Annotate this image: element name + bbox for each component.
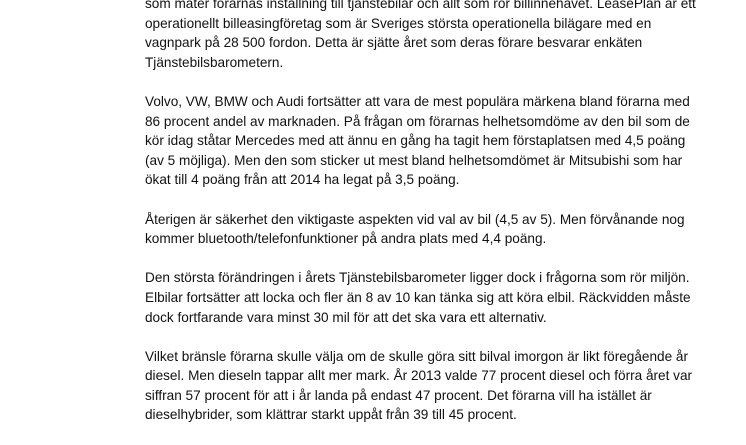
paragraph-environment bbox=[145, 268, 705, 327]
document-body bbox=[145, 0, 705, 445]
text-line: siffran 57 procent för att i år landa på endast 47 procent. Det förarna vill ha istället är bbox=[145, 387, 652, 403]
text-line: vagnpark på 28 500 fordon. Detta är sjätte året som deras förare besvarar enkäten bbox=[145, 35, 643, 51]
text-line: ökat till 4 poäng från att 2014 ha legat på 3,5 poäng. bbox=[145, 172, 460, 188]
text-line: 86 procent andel av marknaden. På frågan om förarnas helhetsomdöme av den bil som de bbox=[145, 113, 690, 129]
text-line: operationellt billeasingföretag som är Sveriges största operationella bilägare med en bbox=[145, 15, 652, 31]
paragraph-brands bbox=[145, 92, 705, 190]
text-line: kör idag ståtar Mercedes med att ännu en gång ha tagit hem förstaplatsen med 4,5 poäng bbox=[145, 133, 686, 149]
paragraph-intro bbox=[145, 0, 705, 72]
paragraph-fuel bbox=[145, 347, 705, 425]
text-line: dock fortfarande vara minst 30 mil för att det ska vara ett alternativ. bbox=[145, 309, 547, 325]
text-line: diesel. Men dieseln tappar allt mer mark. År 2013 valde 77 procent diesel och förra året var bbox=[145, 368, 693, 384]
text-line: Elbilar fortsätter att locka och fler än 8 av 10 kan tänka sig att köra elbil. Räckvidden måste bbox=[145, 289, 691, 305]
text-line: Den största förändringen i årets Tjänstebilsbarometer ligger dock i frågorna som rör miljön. bbox=[145, 270, 690, 286]
text-line: Vilket bränsle förarna skulle välja om de skulle göra sitt bilval imorgon är likt föregående år bbox=[145, 348, 689, 364]
text-line: kommer bluetooth/telefonfunktioner på andra plats med 4,4 poäng. bbox=[145, 231, 547, 247]
text-line: Volvo, VW, BMW och Audi fortsätter att vara de mest populära märkena bland förarna med bbox=[145, 93, 690, 109]
paragraph-safety bbox=[145, 210, 705, 249]
text-line: (av 5 möjliga). Men den som sticker ut mest bland helhetsomdömet är Mitsubishi som har bbox=[145, 152, 683, 168]
text-line: som mäter förarnas inställning till tjänstebilar och allt som rör billinnehavet. LeasePlan är ett bbox=[145, 0, 696, 11]
text-line: dieselhybrider, som klättrar starkt uppåt från 39 till 45 procent. bbox=[145, 407, 517, 423]
text-line: Tjänstebilsbarometern. bbox=[145, 54, 284, 70]
text-line: Återigen är säkerhet den viktigaste aspekten vid val av bil (4,5 av 5). Men förvånande nog bbox=[145, 211, 685, 227]
